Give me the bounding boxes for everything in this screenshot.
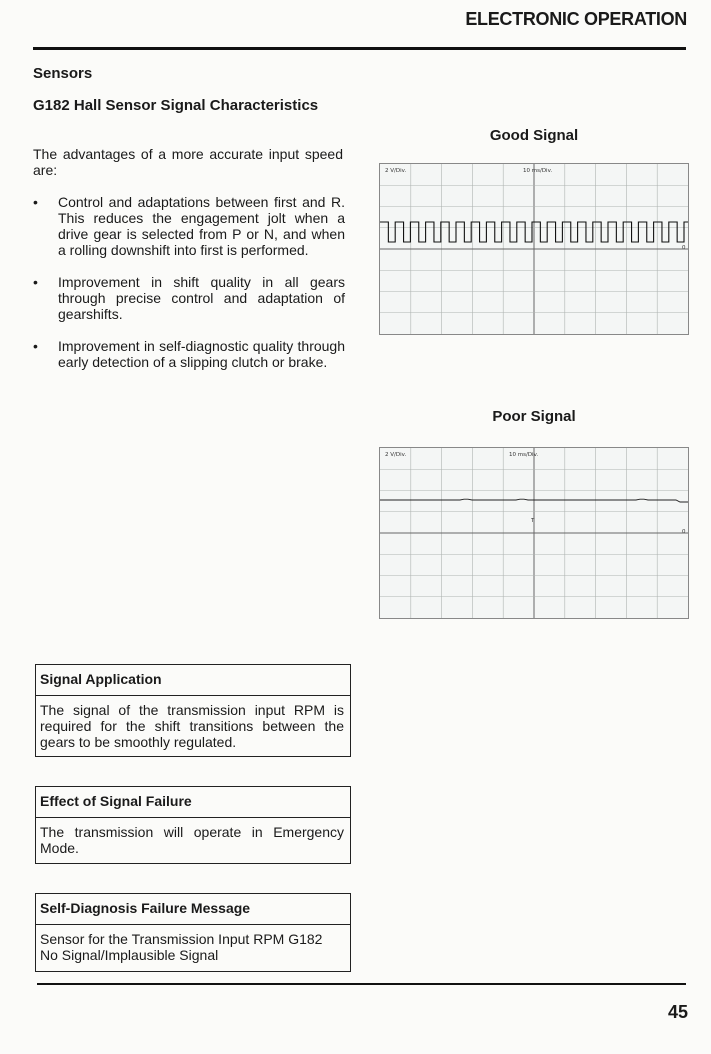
volts-per-div-label: 2 V/Div. [385,452,407,458]
zero-marker: 0 [682,529,686,535]
zero-marker: 0 [682,245,686,251]
footer-rule [37,983,686,985]
section-title: Sensors [33,65,93,82]
time-per-div-label: 10 ms/Div. [523,168,553,174]
intro-text: The advantages of a more accurate input speed are: [33,146,343,178]
good-signal-trace [380,164,688,334]
bullet-icon: • [33,274,38,290]
signal-application-box [35,664,351,757]
bullet-icon: • [33,338,38,354]
list-item [33,274,345,322]
bullet-icon: • [33,194,38,210]
box-body: The signal of the transmission input RPM is required for the shift transitions between the gears to be smoothly regulated. [40,702,344,750]
failure-message-line: No Signal/Implausible Signal [40,947,219,963]
page-header-title: ELECTRONIC OPERATION [465,9,687,29]
box-body [40,925,350,963]
subtitle: G182 Hall Sensor Signal Characteristics [33,97,319,114]
time-per-div-label: 10 ms/Div. [509,452,539,458]
list-item-text: Improvement in self-diagnostic quality through early detection of a slipping clutch or brake. [58,338,345,370]
page-number: 45 [667,1002,688,1022]
poor-signal-oscilloscope [379,447,689,619]
good-signal-oscilloscope [379,163,689,335]
volts-per-div-label: 2 V/Div. [385,168,407,174]
box-title: Self-Diagnosis Failure Message [36,898,350,925]
header-rule [33,47,686,50]
poor-signal-trace [380,448,688,618]
list-item-text: Improvement in shift quality in all gears through precise control and adaptation of gearshifts. [58,274,345,322]
list-item [33,194,345,258]
list-item [33,338,345,370]
trigger-marker: T [531,518,535,524]
advantages-list [33,194,345,386]
good-signal-title: Good Signal [489,127,579,144]
failure-message-line: Sensor for the Transmission Input RPM G182 [40,931,323,947]
poor-signal-title: Poor Signal [492,408,576,425]
self-diagnosis-box [35,893,351,972]
list-item-text: Control and adaptations between first and R. This reduces the engagement jolt when a drive gear is selected from P or N, and when a rolling downshift into first is performed. [58,194,345,258]
box-title: Effect of Signal Failure [36,791,350,818]
box-title: Signal Application [36,669,350,696]
signal-failure-box [35,786,351,864]
box-body: The transmission will operate in Emergency Mode. [40,824,344,856]
